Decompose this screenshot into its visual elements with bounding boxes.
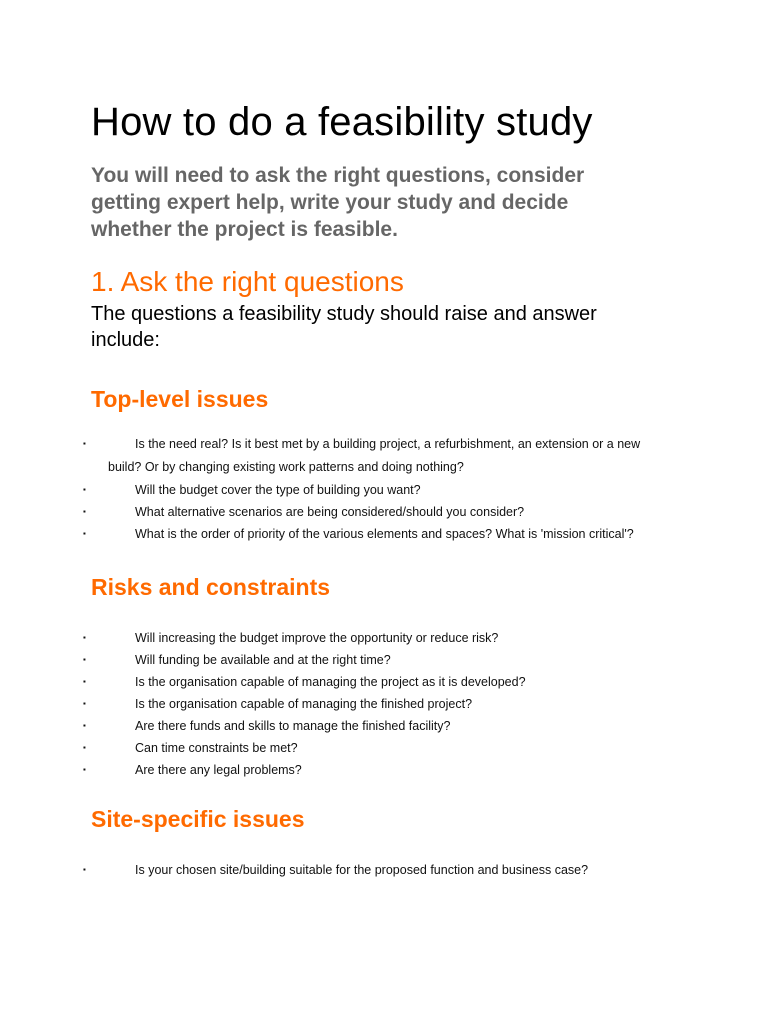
- subheading-risks-and-constraints: Risks and constraints: [91, 574, 331, 600]
- bullet-icon: ▪: [83, 721, 86, 730]
- list-item-text: What alternative scenarios are being considered/should you consider?: [135, 505, 525, 519]
- bullet-icon: ▪: [83, 633, 86, 642]
- risks-list: [83, 627, 691, 781]
- list-item: [78, 671, 675, 693]
- list-item: [78, 759, 675, 781]
- bullet-icon: ▪: [83, 485, 86, 494]
- bullet-icon: ▪: [83, 439, 86, 448]
- section-intro: The questions a feasibility study should raise and answer include:: [91, 303, 597, 351]
- bullet-icon: ▪: [83, 765, 86, 774]
- list-item: [78, 523, 675, 545]
- list-item-text: Are there funds and skills to manage the finished facility?: [135, 719, 451, 733]
- subheading-site-specific-issues: Site-specific issues: [91, 806, 305, 832]
- article: [83, 96, 691, 881]
- list-item: [78, 649, 675, 671]
- top-level-issues-list: [83, 433, 691, 545]
- page-title: How to do a feasibility study: [91, 100, 593, 144]
- list-item-text: Are there any legal problems?: [135, 763, 302, 777]
- list-item: [78, 737, 675, 759]
- site-issues-list: [83, 859, 691, 881]
- list-item: [78, 501, 675, 523]
- list-item-text: Will increasing the budget improve the opportunity or reduce risk?: [135, 631, 499, 645]
- list-item: [78, 627, 675, 649]
- bullet-icon: ▪: [83, 743, 86, 752]
- bullet-icon: ▪: [83, 699, 86, 708]
- list-item-text: Is your chosen site/building suitable for the proposed function and business case?: [135, 863, 589, 877]
- list-item: [78, 479, 675, 501]
- list-item-text: Is the organisation capable of managing the project as it is developed?: [135, 675, 526, 689]
- list-item-text: What is the order of priority of the various elements and spaces? What is 'mission critical'?: [135, 527, 634, 541]
- bullet-icon: ▪: [83, 677, 86, 686]
- list-item-text-continued: build? Or by changing existing work patterns and doing nothing?: [108, 460, 464, 474]
- bullet-icon: ▪: [83, 529, 86, 538]
- list-item-text: Will funding be available and at the right time?: [135, 653, 391, 667]
- subheading-top-level-issues: Top-level issues: [91, 386, 269, 412]
- bullet-icon: ▪: [83, 655, 86, 664]
- section-heading-ask-questions: 1. Ask the right questions: [91, 266, 404, 297]
- bullet-icon: ▪: [83, 507, 86, 516]
- list-item-text: Is the organisation capable of managing the finished project?: [135, 697, 473, 711]
- list-item-text: Is the need real? Is it best met by a building project, a refurbishment, an extension or a new: [135, 437, 641, 451]
- lead-paragraph: You will need to ask the right questions, consider getting expert help, write your study and decide whether the project is feasible.: [91, 164, 585, 241]
- bullet-icon: ▪: [83, 865, 86, 874]
- list-item: [78, 715, 675, 737]
- list-item: [78, 859, 675, 881]
- list-item: [78, 693, 675, 715]
- list-item-text: Will the budget cover the type of building you want?: [135, 483, 421, 497]
- list-item-text: Can time constraints be met?: [135, 741, 298, 755]
- list-item: [78, 433, 675, 479]
